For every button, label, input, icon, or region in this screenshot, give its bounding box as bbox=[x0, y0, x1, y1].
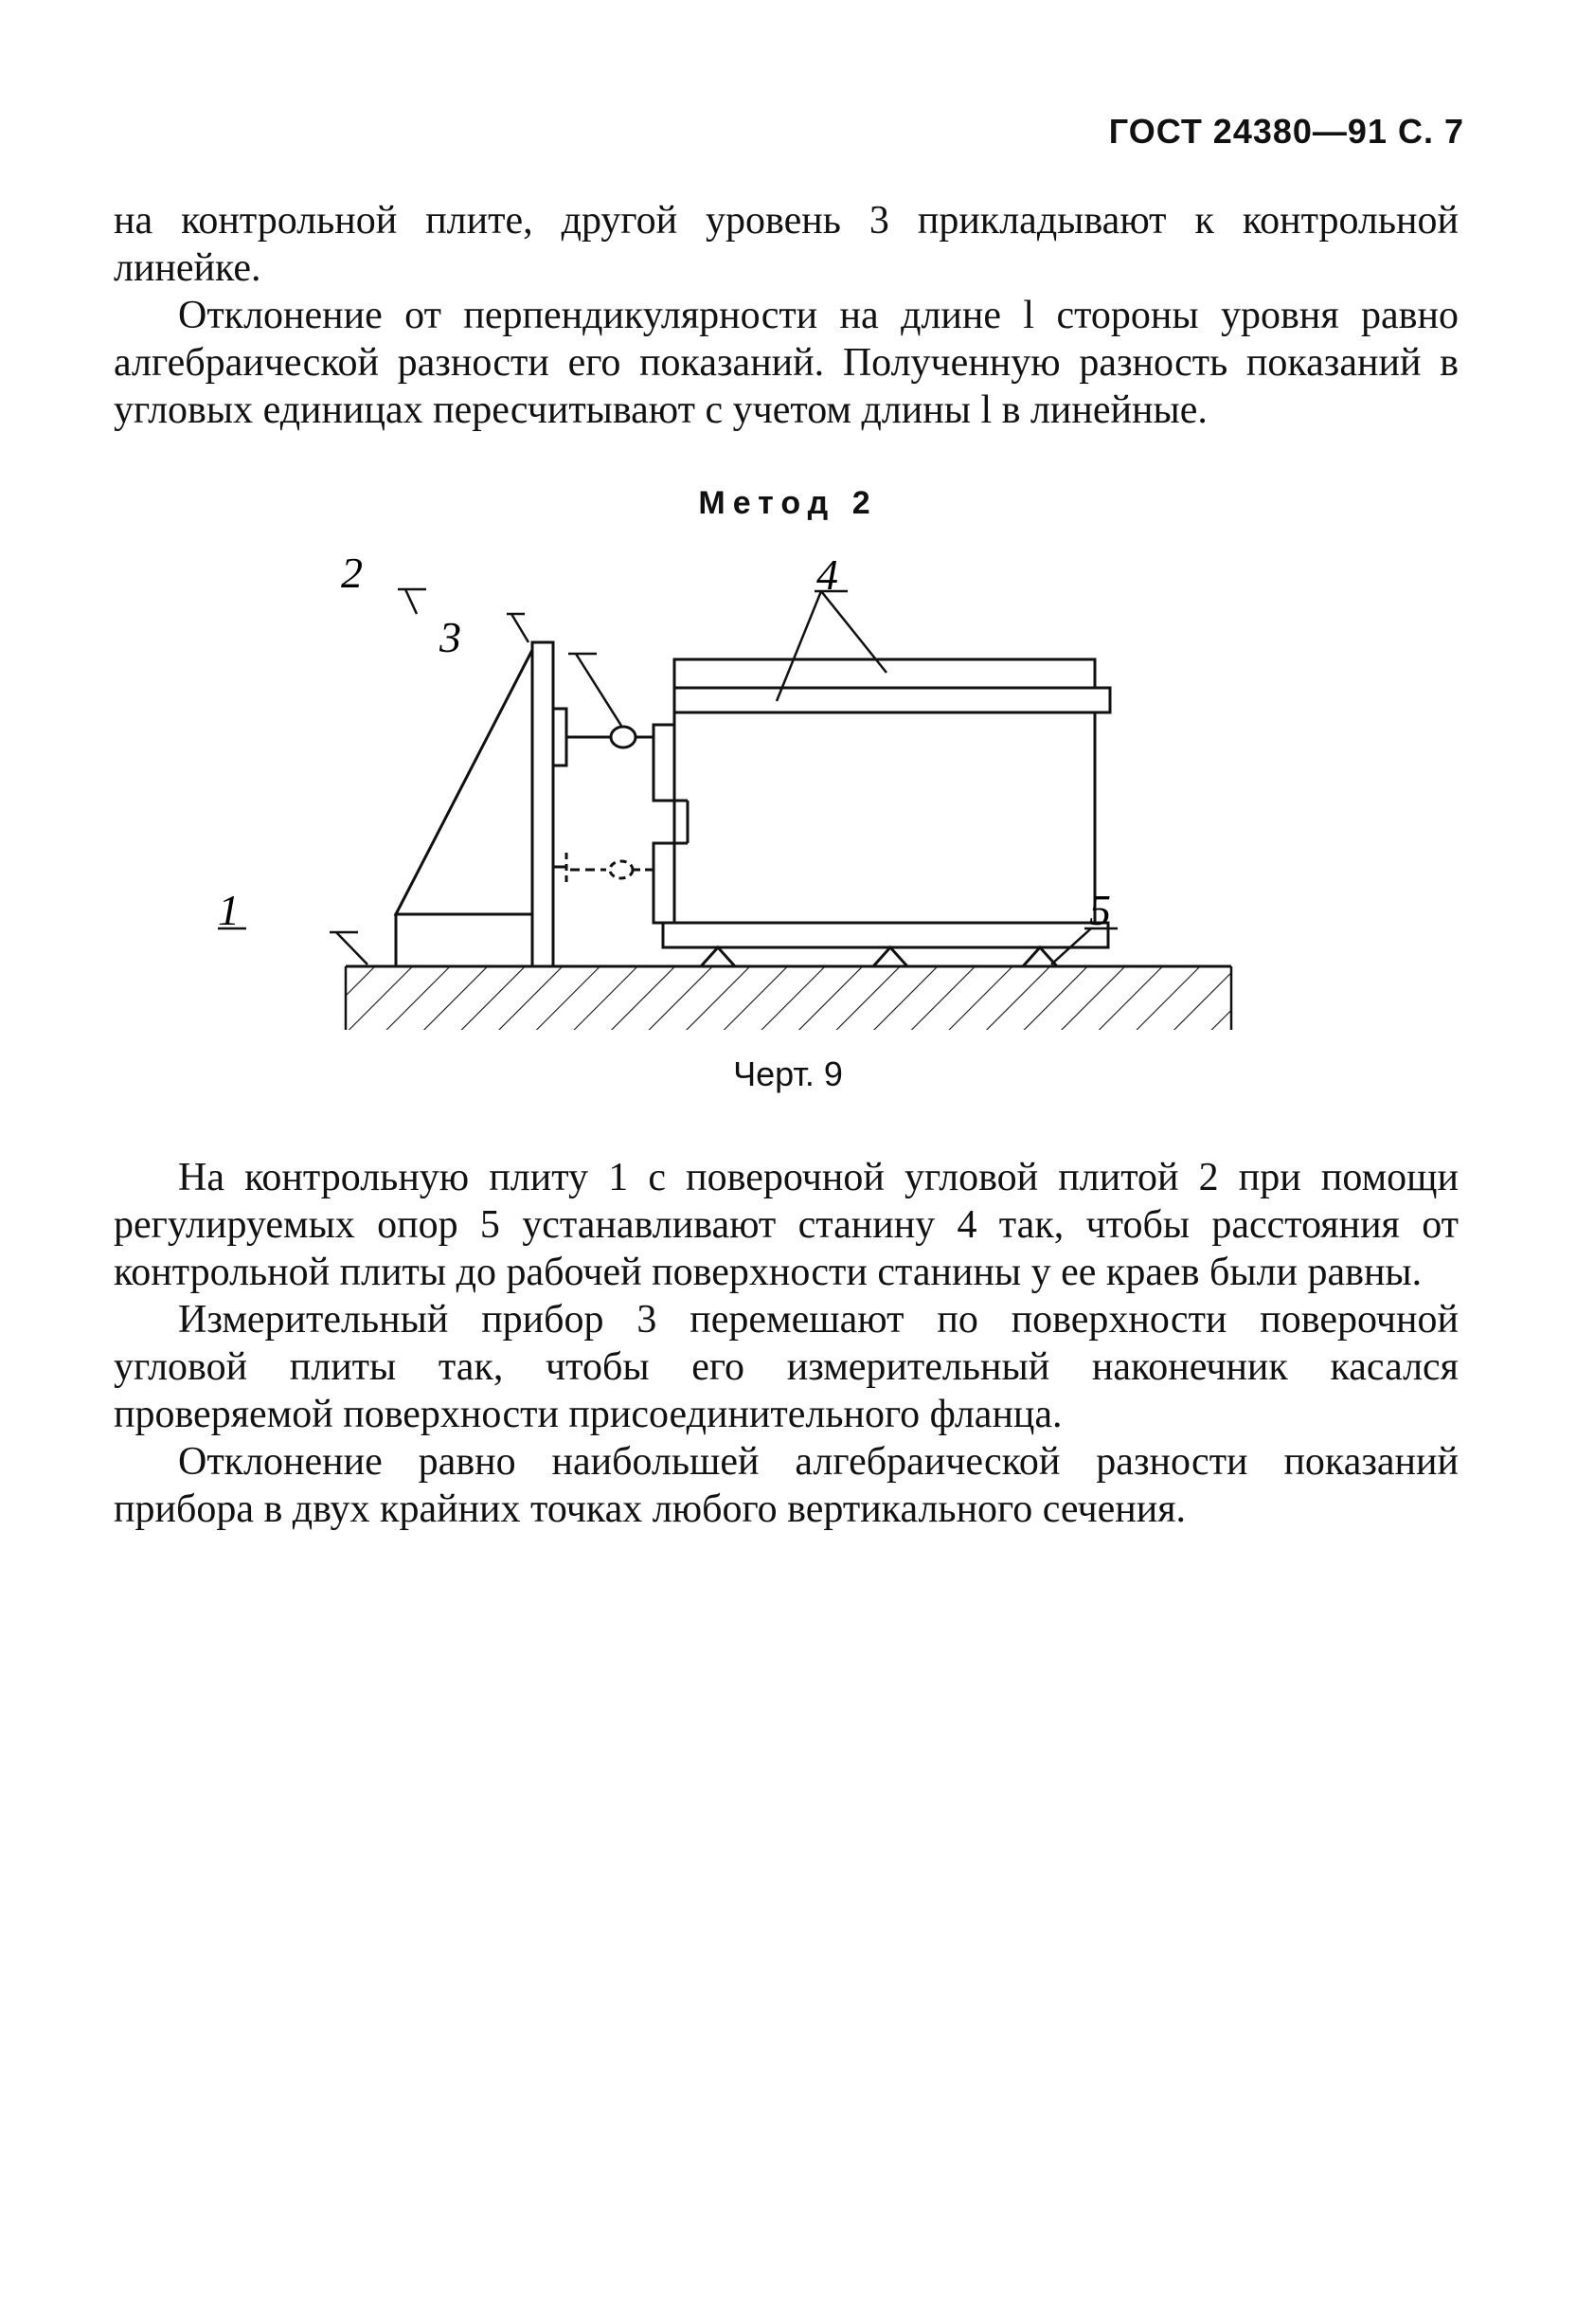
paragraph-deviation: Отклонение от перпендикулярности на длине l стороны уровня равно алгебраической разности его показаний. Полученную разность показаний в угловых единицах пересчитывают с учетом длины l в линейные. bbox=[114, 294, 1459, 432]
angle-plate bbox=[396, 642, 553, 966]
figure-label-5: 5 bbox=[1089, 886, 1111, 934]
figure-caption: Черт. 9 bbox=[733, 1054, 843, 1093]
paragraph-continuation: на контрольной плите, другой уровень 3 прикладывают к контрольной линейке. bbox=[114, 199, 1459, 290]
figure-label-1: 1 bbox=[218, 886, 240, 934]
measuring-instrument-upper bbox=[553, 709, 654, 766]
paragraph-instrument: Измерительный прибор 3 перемешают по поверхности поверочной угловой плиты так, чтобы его измерительный наконечник касался проверяемой поверхности присоединительного фланца. bbox=[114, 1298, 1459, 1436]
bed-frame bbox=[654, 659, 1110, 947]
top-text bbox=[114, 197, 1459, 434]
paragraph-deviation-result: Отклонение равно наибольшей алгебраической разности показаний прибора в двух крайних точках любого вертикального сечения. bbox=[114, 1440, 1459, 1531]
adjustable-supports bbox=[691, 947, 1080, 966]
measuring-instrument-lower bbox=[553, 853, 654, 886]
figure-9-diagram bbox=[218, 549, 1269, 1033]
page-header: ГОСТ 24380—91 С. 7 bbox=[1108, 112, 1464, 151]
bottom-text bbox=[114, 1154, 1459, 1533]
leader-lines bbox=[218, 589, 1118, 966]
control-plate bbox=[346, 966, 1231, 1030]
paragraph-setup: На контрольную плиту 1 с поверочной угловой плитой 2 при помощи регулируемых опор 5 устанавливают станину 4 так, чтобы расстояния от контрольной плиты до рабочей поверхности станины у ее краев были равны. bbox=[114, 1156, 1459, 1294]
method-title: Метод 2 bbox=[698, 485, 878, 521]
figure-label-2: 2 bbox=[341, 549, 363, 597]
figure-label-4: 4 bbox=[816, 550, 838, 599]
figure-label-3: 3 bbox=[439, 613, 461, 661]
